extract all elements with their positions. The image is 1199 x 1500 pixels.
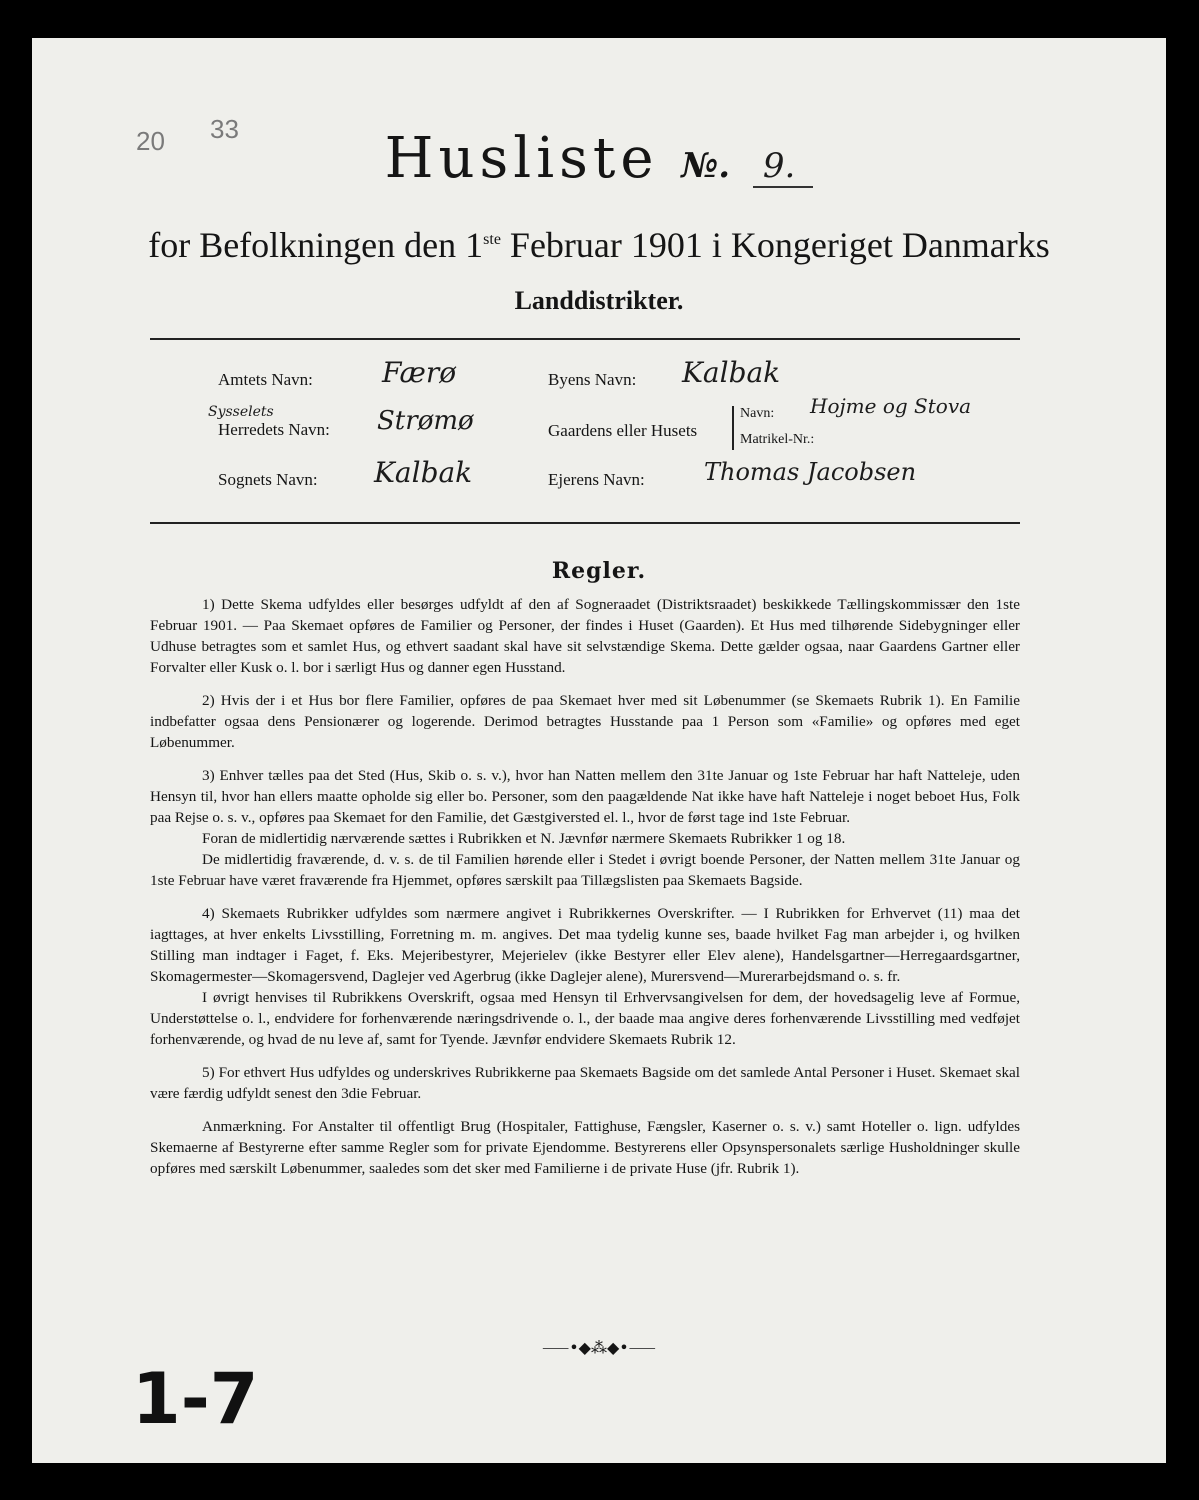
ornament-divider [32, 1335, 1166, 1358]
by-value: Kalbak [682, 356, 781, 389]
ejer-value: Thomas Jacobsen [704, 458, 917, 486]
rules-heading: Regler. [551, 558, 647, 584]
title-text: Husliste [384, 126, 659, 191]
gaard-navn-label: Navn: [740, 406, 775, 421]
rule-3-note-absent: De midlertidig fraværende, d. v. s. de til Familien hørende eller i Stedet i øvrigt boende Personer, der Natten mellem 31te Januar og 1ste Februar have været fraværende fra Hjemmet, opføres særskilt paa Tillægslisten paa Skemaets Bagside. [150, 851, 1020, 889]
list-number: 9. [753, 146, 813, 188]
rule-5: 5) For ethvert Hus udfyldes og underskrives Rubrikkerne paa Skemaets Bagside om det samlede Antal Personer i Huset. Skemaet skal være færdig udfyldt senest den 3die Februar. [150, 1064, 1020, 1102]
rule-1: 1) Dette Skema udfyldes eller besørges udfyldt af den af Sogneraadet (Distriktsraadet) beskikkede Tællingskommissær den 1ste Februar 1901. — Paa Skemaet opføres de Familier og Personer, der findes i Huset (Gaarden). Et Hus med tilhørende Sidebygninger eller Udhuse betragtes som et samlet Hus, og ethvert saadant skal have sit selvstændige Skema. Dette gælder ogsaa, naar Gaardens Gartner eller Forvalter eller Kusk o. l. bor i særligt Hus og danner egen Husstand. [150, 596, 1020, 676]
herred-label: Herredets Navn: [218, 420, 330, 439]
ornament-glyphs: ⸺•◆⁂◆•⸺ [542, 1338, 656, 1357]
herred-value: Strømø [377, 406, 474, 436]
rule-4-note: I øvrigt henvises til Rubrikkens Overskrift, ogsaa med Hensyn til Erhvervsangivelsen for dem, der hovedsagelig leve af Formue, Understøttelse o. l., endvidere for forhenværende næringsdrivende o. l., der baade maa angive deres forhenværende Livsstilling med vedføjet forhenværende, og hvad de nu leve af, samt for Tyende. Jævnfør endvidere Skemaets Rubrik 12. [150, 989, 1020, 1048]
subtitle-post: Februar 1901 i Kongeriget Danmarks [509, 225, 1050, 265]
handwritten-range: 1-7 [132, 1358, 259, 1440]
sogn-label: Sognets Navn: [218, 470, 318, 489]
by-label: Byens Navn: [548, 370, 637, 389]
rules-body [150, 594, 1020, 1191]
rule-3-note-present: Foran de midlertidig nærværende sættes i Rubrikken et N. Jævnfør nærmere Skemaets Rubrikker 1 og 18. [202, 830, 846, 847]
bottom-divider [150, 522, 1020, 524]
rule-4: 4) Skemaets Rubrikker udfyldes som nærmere angivet i Rubrikkernes Overskrifter. — I Rubrikken for Erhvervet (11) maa det iagttages, at hver enkelts Livsstilling, Forretning m. m. angives. Det maa tydelig kunne ses, baade hvilket Fag man arbejder i, og hvilken Stilling man indtager i Faget, f. Eks. Mejeribestyrer, Mejerielev (ikke Bestyrer eller Elev alene), Handelsgartner—Herregaardsgartner, Skomagermester—Skomagersvend, Daglejer ved Agerbrug (ikke Daglejer alene), Murersvend—Murerarbejdsmand o. s. fr. [150, 905, 1020, 985]
pencil-number-left: 20 [136, 126, 165, 156]
top-divider [150, 338, 1020, 340]
form-title [32, 126, 1166, 191]
remark: Anmærkning. For Anstalter til offentligt Brug (Hospitaler, Fattighuse, Fængsler, Kaserner o. s. v.) samt Hoteller o. lign. udfyldes Skemaerne af Bestyrerne efter samme Regler som for private Ejendomme. Bestyrerens eller Opsynspersonalets særlige Husholdninger skulle opføres med særskilt Løbenummer, saaledes som det sker med Familierne i de private Huse (jfr. Rubrik 1). [150, 1118, 1020, 1177]
gaard-label: Gaardens eller Husets [548, 421, 698, 440]
sogn-value: Kalbak [374, 456, 473, 489]
census-form-sheet [32, 38, 1166, 1463]
district-type: Landdistrikter. [514, 286, 684, 315]
rule-2: 2) Hvis der i et Hus bor flere Familier, opføres de paa Skemaet hver med sit Løbenummer (se Skemaets Rubrik 1). En Familie indbefatter ogsaa dens Pensionærer og logerende. Derimod betragtes Husstande paa 1 Person som «Familie» og opføres med eget Løbenummer. [150, 692, 1020, 751]
amt-label: Amtets Navn: [218, 370, 313, 389]
herred-note: Sysselets [208, 404, 274, 420]
form-subtitle [32, 224, 1166, 266]
amt-value: Færø [382, 356, 457, 389]
ejer-label: Ejerens Navn: [548, 470, 645, 489]
rule-3: 3) Enhver tælles paa det Sted (Hus, Skib o. s. v.), hvor han Natten mellem den 31te Januar og 1ste Februar har haft Natteleje, uden Hensyn til, hvor han ellers maatte opholde sig eller bo. Personer, som den paagældende Nat ikke have haft Natteleje i noget beboet Hus, Folk paa Rejse o. s. v., opføres paa Skemaet for den Familie, det Gæstgiversted el. l., hvor de først tage ind 1ste Februar. [150, 767, 1020, 826]
subtitle-pre: for Befolkningen den 1 [148, 225, 484, 265]
number-label: №. [681, 146, 731, 186]
gaard-bracket [732, 406, 734, 450]
gaard-matrikel-label: Matrikel-Nr.: [740, 432, 815, 447]
gaard-navn-value: Hojme og Stova [810, 394, 972, 418]
pencil-number-right: 33 [210, 114, 239, 144]
subtitle-sup: ste [483, 231, 501, 248]
